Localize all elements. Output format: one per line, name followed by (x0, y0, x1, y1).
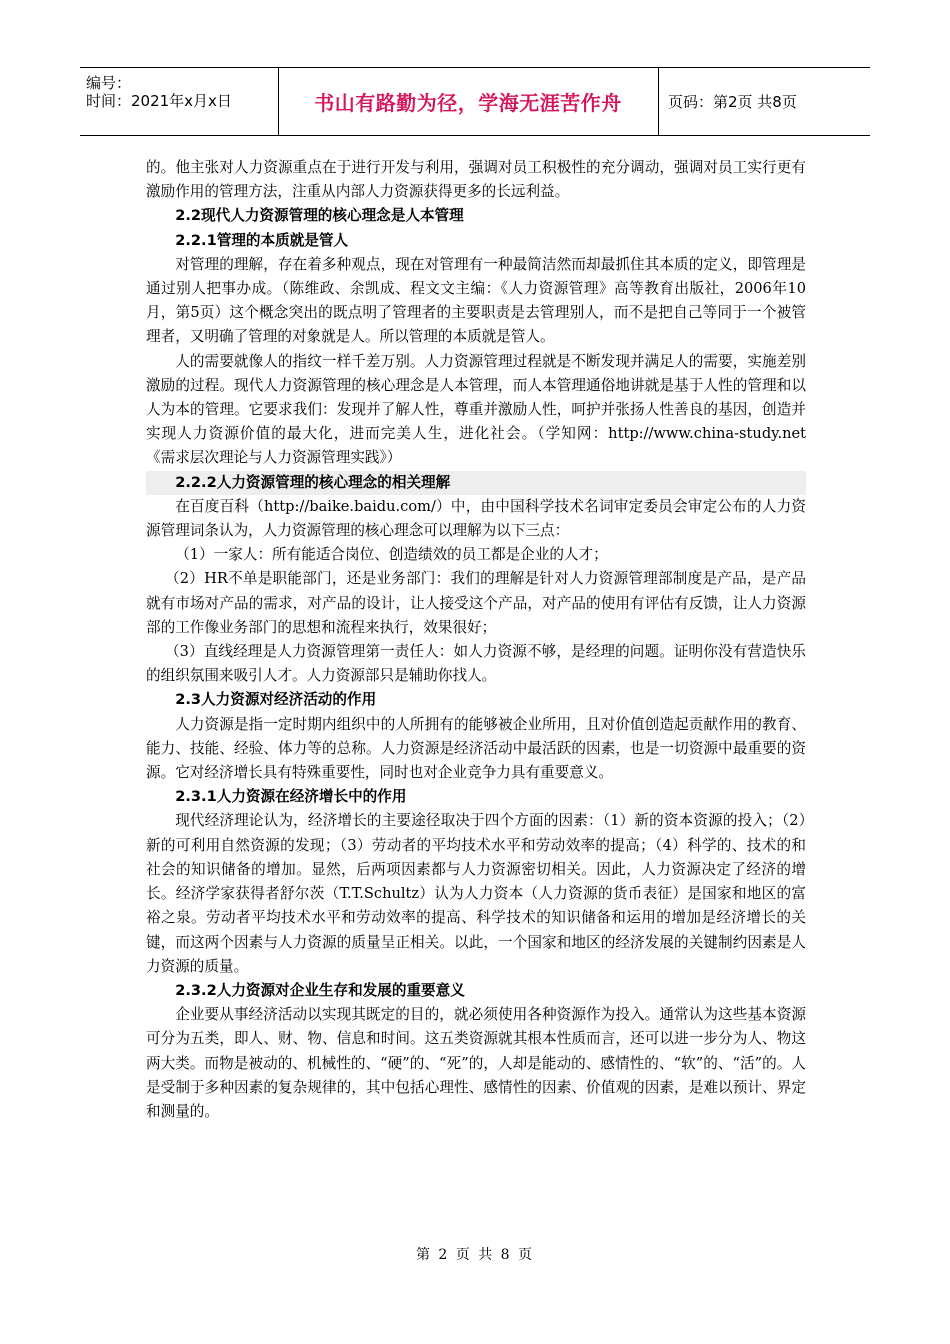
section-heading: 2.3人力资源对经济活动的作用 (175, 691, 377, 709)
paragraph: 人力资源是指一定时期内组织中的人所拥有的能够被企业所用，且对价值创造起贡献作用的教育、能力、技能、经验、体力等的总称。人力资源是经济活动中最活跃的因素，也是一切资源中最重要的资源。它对经济增长具有特殊重要性，同时也对企业竞争力具有重要意义。 (146, 715, 806, 782)
section-heading: 2.2现代人力资源管理的核心理念是人本管理 (175, 207, 464, 225)
subsection-heading: 2.3.1人力资源在经济增长中的作用 (175, 788, 407, 806)
motto: 书山有路勤为径，学海无涯苦作舟 (314, 91, 622, 115)
subsection-heading: 2.3.2人力资源对企业生存和发展的重要意义 (175, 981, 465, 999)
paragraph: 人的需要就像人的指纹一样千差万别。人力资源管理过程就是不断发现并满足人的需要，实施差别激励的过程。现代人力资源管理的核心理念是人本管理，而人本管理通俗地讲就是基于人性的管理和以人为本的管理。它要求我们：发现并了解人性，尊重并激励人性，呵护并张扬人性善良的基因，创造并实现人力资源价值的最大化，进而完美人生，进化社会。（学知网：http://www.china-study.net 《需求层次理论与人力资源管理实践》） (146, 352, 806, 467)
subsection-heading: 2.2.1管理的本质就是管人 (175, 231, 349, 249)
paragraph: 在百度百科（http://baike.baidu.com/）中，由中国科学技术名词审定委员会审定公布的人力资源管理词条认为，人力资源管理的核心理念可以理解为以下三点： (146, 497, 806, 540)
page-header (80, 67, 870, 136)
paragraph: 对管理的理解，存在着多种观点，现在对管理有一种最简洁然而却最抓住其本质的定义，即管理是通过别人把事办成。（陈维政、余凯成、程文文主编：《人力资源管理》高等教育出版社，2006年10月，第5页）这个概念突出的既点明了管理者的主要职责是去管理别人，而不是把自己等同于一个被管理者，又明确了管理的对象就是人。所以管理的本质就是管人。 (146, 255, 806, 346)
list-item: （2）HR不单是职能部门，还是业务部门：我们的理解是针对人力资源管理部制度是产品，是产品就有市场对产品的需求，对产品的设计，让人接受这个产品，对产品的使用有评估有反馈，让人力资源部的工作像业务部门的思想和流程来执行，效果很好； (146, 570, 806, 636)
list-item: （3）直线经理是人力资源管理第一责任人：如人力资源不够，是经理的问题。证明你没有营造快乐的组织氛围来吸引人才。人力资源部只是辅助你找人。 (146, 643, 806, 685)
header-meta (80, 68, 279, 135)
subsection-heading: 2.2.2人力资源管理的核心理念的相关理解 (146, 471, 806, 495)
list-item: （1）一家人：所有能适合岗位、创造绩效的员工都是企业的人才； (175, 546, 608, 564)
header-page-cell (658, 68, 870, 135)
document-body (146, 156, 806, 1124)
paragraph: 的。他主张对人力资源重点在于进行开发与利用，强调对员工积极性的充分调动，强调对员工实行更有激励作用的管理方法，注重从内部人力资源获得更多的长远利益。 (146, 159, 806, 201)
paragraph: 现代经济理论认为，经济增长的主要途径取决于四个方面的因素：（1）新的资本资源的投入；（2）新的可利用自然资源的发现；（3）劳动者的平均技术水平和劳动效率的提高；（4）科学的、技术的和社会的知识储备的增加。显然，后两项因素都与人力资源密切相关。因此，人力资源决定了经济的增长。经济学家获得者舒尔茨（T.T.Schultz）认为人力资本（人力资源的货币表征）是国家和地区的富裕之泉。劳动者平均技术水平和劳动效率的提高、科学技术的知识储备和运用的增加是经济增长的关键，而这两个因素与人力资源的质量呈正相关。以此，一个国家和地区的经济发展的关键制约因素是人力资源的质量。 (146, 812, 806, 975)
code-label: 编号： (86, 74, 132, 92)
page-footer: 第 2 页 共 8 页 (415, 1247, 535, 1263)
header-motto-cell (278, 68, 659, 135)
page-info: 页码：第2页 共8页 (668, 93, 797, 111)
time-label: 时间：2021年x月x日 (86, 92, 232, 110)
paragraph: 企业要从事经济活动以实现其既定的目的，就必须使用各种资源作为投入。通常认为这些基本资源可分为五类，即人、财、物、信息和时间。这五类资源就其根本性质而言，还可以进一步分为人、物这两大类。而物是被动的、机械性的、“硬”的、“死”的，人却是能动的、感情性的、“软”的、“活”的。人是受制于多种因素的复杂规律的，其中包括心理性、感情性的因素、价值观的因素，是难以预计、界定和测量的。 (146, 1006, 806, 1120)
